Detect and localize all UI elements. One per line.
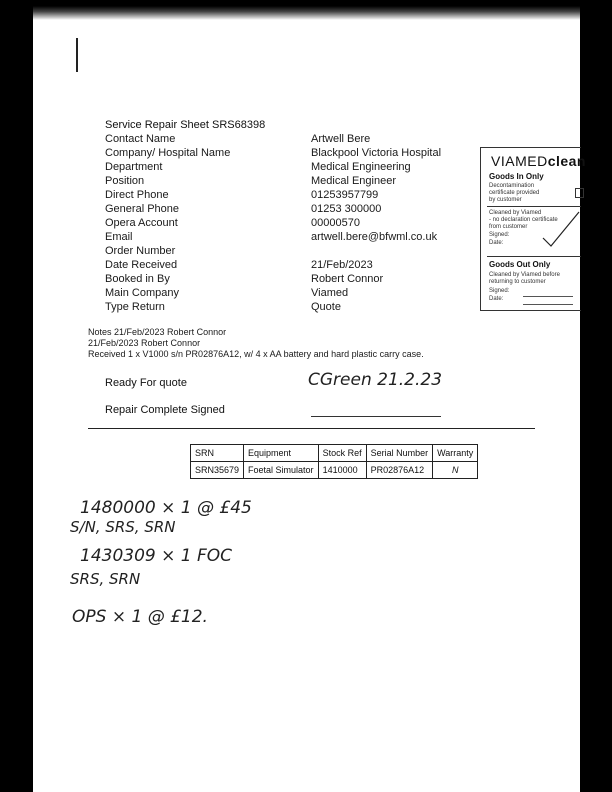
stamp-divider [487,206,581,207]
general-phone-label: General Phone [105,203,179,215]
column-header-warranty: Warranty [433,445,478,462]
punch-mark [76,38,78,72]
section-divider [88,428,535,429]
repair-signature-line [311,416,441,417]
contact-name-label: Contact Name [105,133,176,145]
logo-bold-text: clean [547,153,586,169]
notes-line: Notes 21/Feb/2023 Robert Connor [88,327,227,337]
goods-in-line: certificate provided [489,190,540,196]
table-row [191,462,478,479]
type-return-value: Quote [311,301,341,313]
date-received-value: 21/Feb/2023 [311,259,373,271]
notes-line: 21/Feb/2023 Robert Connor [88,338,201,348]
date-label: Date: [489,296,504,302]
signature-line [523,296,573,297]
opera-account-label: Opera Account [105,217,178,229]
viamed-clean-logo [491,153,586,169]
main-company-value: Viamed [311,287,349,299]
direct-phone-value: 01253957799 [311,189,379,201]
scan-shadow [33,6,580,20]
column-header-srn: SRN [191,445,244,462]
goods-out-line: Cleaned by Viamed before [489,272,560,278]
date-label: Date: [489,240,504,246]
column-header-serial-number: Serial Number [366,445,433,462]
department-label: Department [105,161,163,173]
handwritten-note: S/N, SRS, SRN [70,518,176,536]
goods-in-line: by customer [489,197,522,203]
goods-in-title: Goods In Only [489,172,544,181]
table-header-row [191,445,478,462]
department-value: Medical Engineering [311,161,411,173]
cleaned-line: from customer [489,224,528,230]
handwritten-note: OPS × 1 @ £12. [72,607,208,627]
goods-out-title: Goods Out Only [489,260,551,269]
email-value: artwell.bere@bfwml.co.uk [311,231,438,243]
srn-cell: SRN35679 [191,462,244,479]
booked-in-by-label: Booked in By [105,273,170,285]
general-phone-value: 01253 300000 [311,203,382,215]
signed-label: Signed: [489,288,510,294]
signed-label: Signed: [489,232,510,238]
warranty-cell: N [433,462,478,479]
ready-for-quote-signature: CGreen 21.2.23 [308,370,443,390]
cleaned-line: Cleaned by Viamed [489,210,542,216]
date-line [523,304,573,305]
company-label: Company/ Hospital Name [105,147,231,159]
position-label: Position [105,175,145,187]
email-label: Email [105,231,133,243]
handwritten-note: 1430309 × 1 FOC [80,546,233,566]
type-return-label: Type Return [105,301,165,313]
logo-regular-text: VIAMED [491,153,548,169]
booked-in-by-value: Robert Connor [311,273,384,285]
repair-complete-label: Repair Complete Signed [105,404,225,416]
equipment-cell: Foetal Simulator [244,462,319,479]
serial-number-cell: PR02876A12 [366,462,433,479]
direct-phone-label: Direct Phone [105,189,169,201]
cleaned-line: - no declaration certificate [489,217,558,223]
position-value: Medical Engineer [311,175,396,187]
handwritten-note: SRS, SRN [70,570,141,588]
stamp-divider [487,256,581,257]
viamed-clean-stamp [480,147,586,311]
date-received-label: Date Received [105,259,178,271]
opera-account-value: 00000570 [311,217,360,229]
main-company-label: Main Company [105,287,179,299]
scan-border-right [580,0,612,792]
contact-name-value: Artwell Bere [311,133,371,145]
notes-line: Received 1 x V1000 s/n PR02876A12, w/ 4 x AA battery and hard plastic carry case. [88,349,424,359]
checkbox [575,188,584,198]
handwritten-note: 1480000 × 1 @ £45 [80,498,252,518]
sheet-title: Service Repair Sheet SRS68398 [105,119,266,131]
checkmark-icon [541,208,581,248]
goods-in-line: Decontamination [489,183,535,189]
scan-border-left [0,0,33,792]
column-header-stock-ref: Stock Ref [318,445,366,462]
company-value: Blackpool Victoria Hospital [311,147,442,159]
ready-for-quote-label: Ready For quote [105,377,187,389]
stock-ref-cell: 1410000 [318,462,366,479]
equipment-table [190,444,478,479]
order-number-label: Order Number [105,245,176,257]
column-header-equipment: Equipment [244,445,319,462]
goods-out-line: returning to customer [489,279,546,285]
